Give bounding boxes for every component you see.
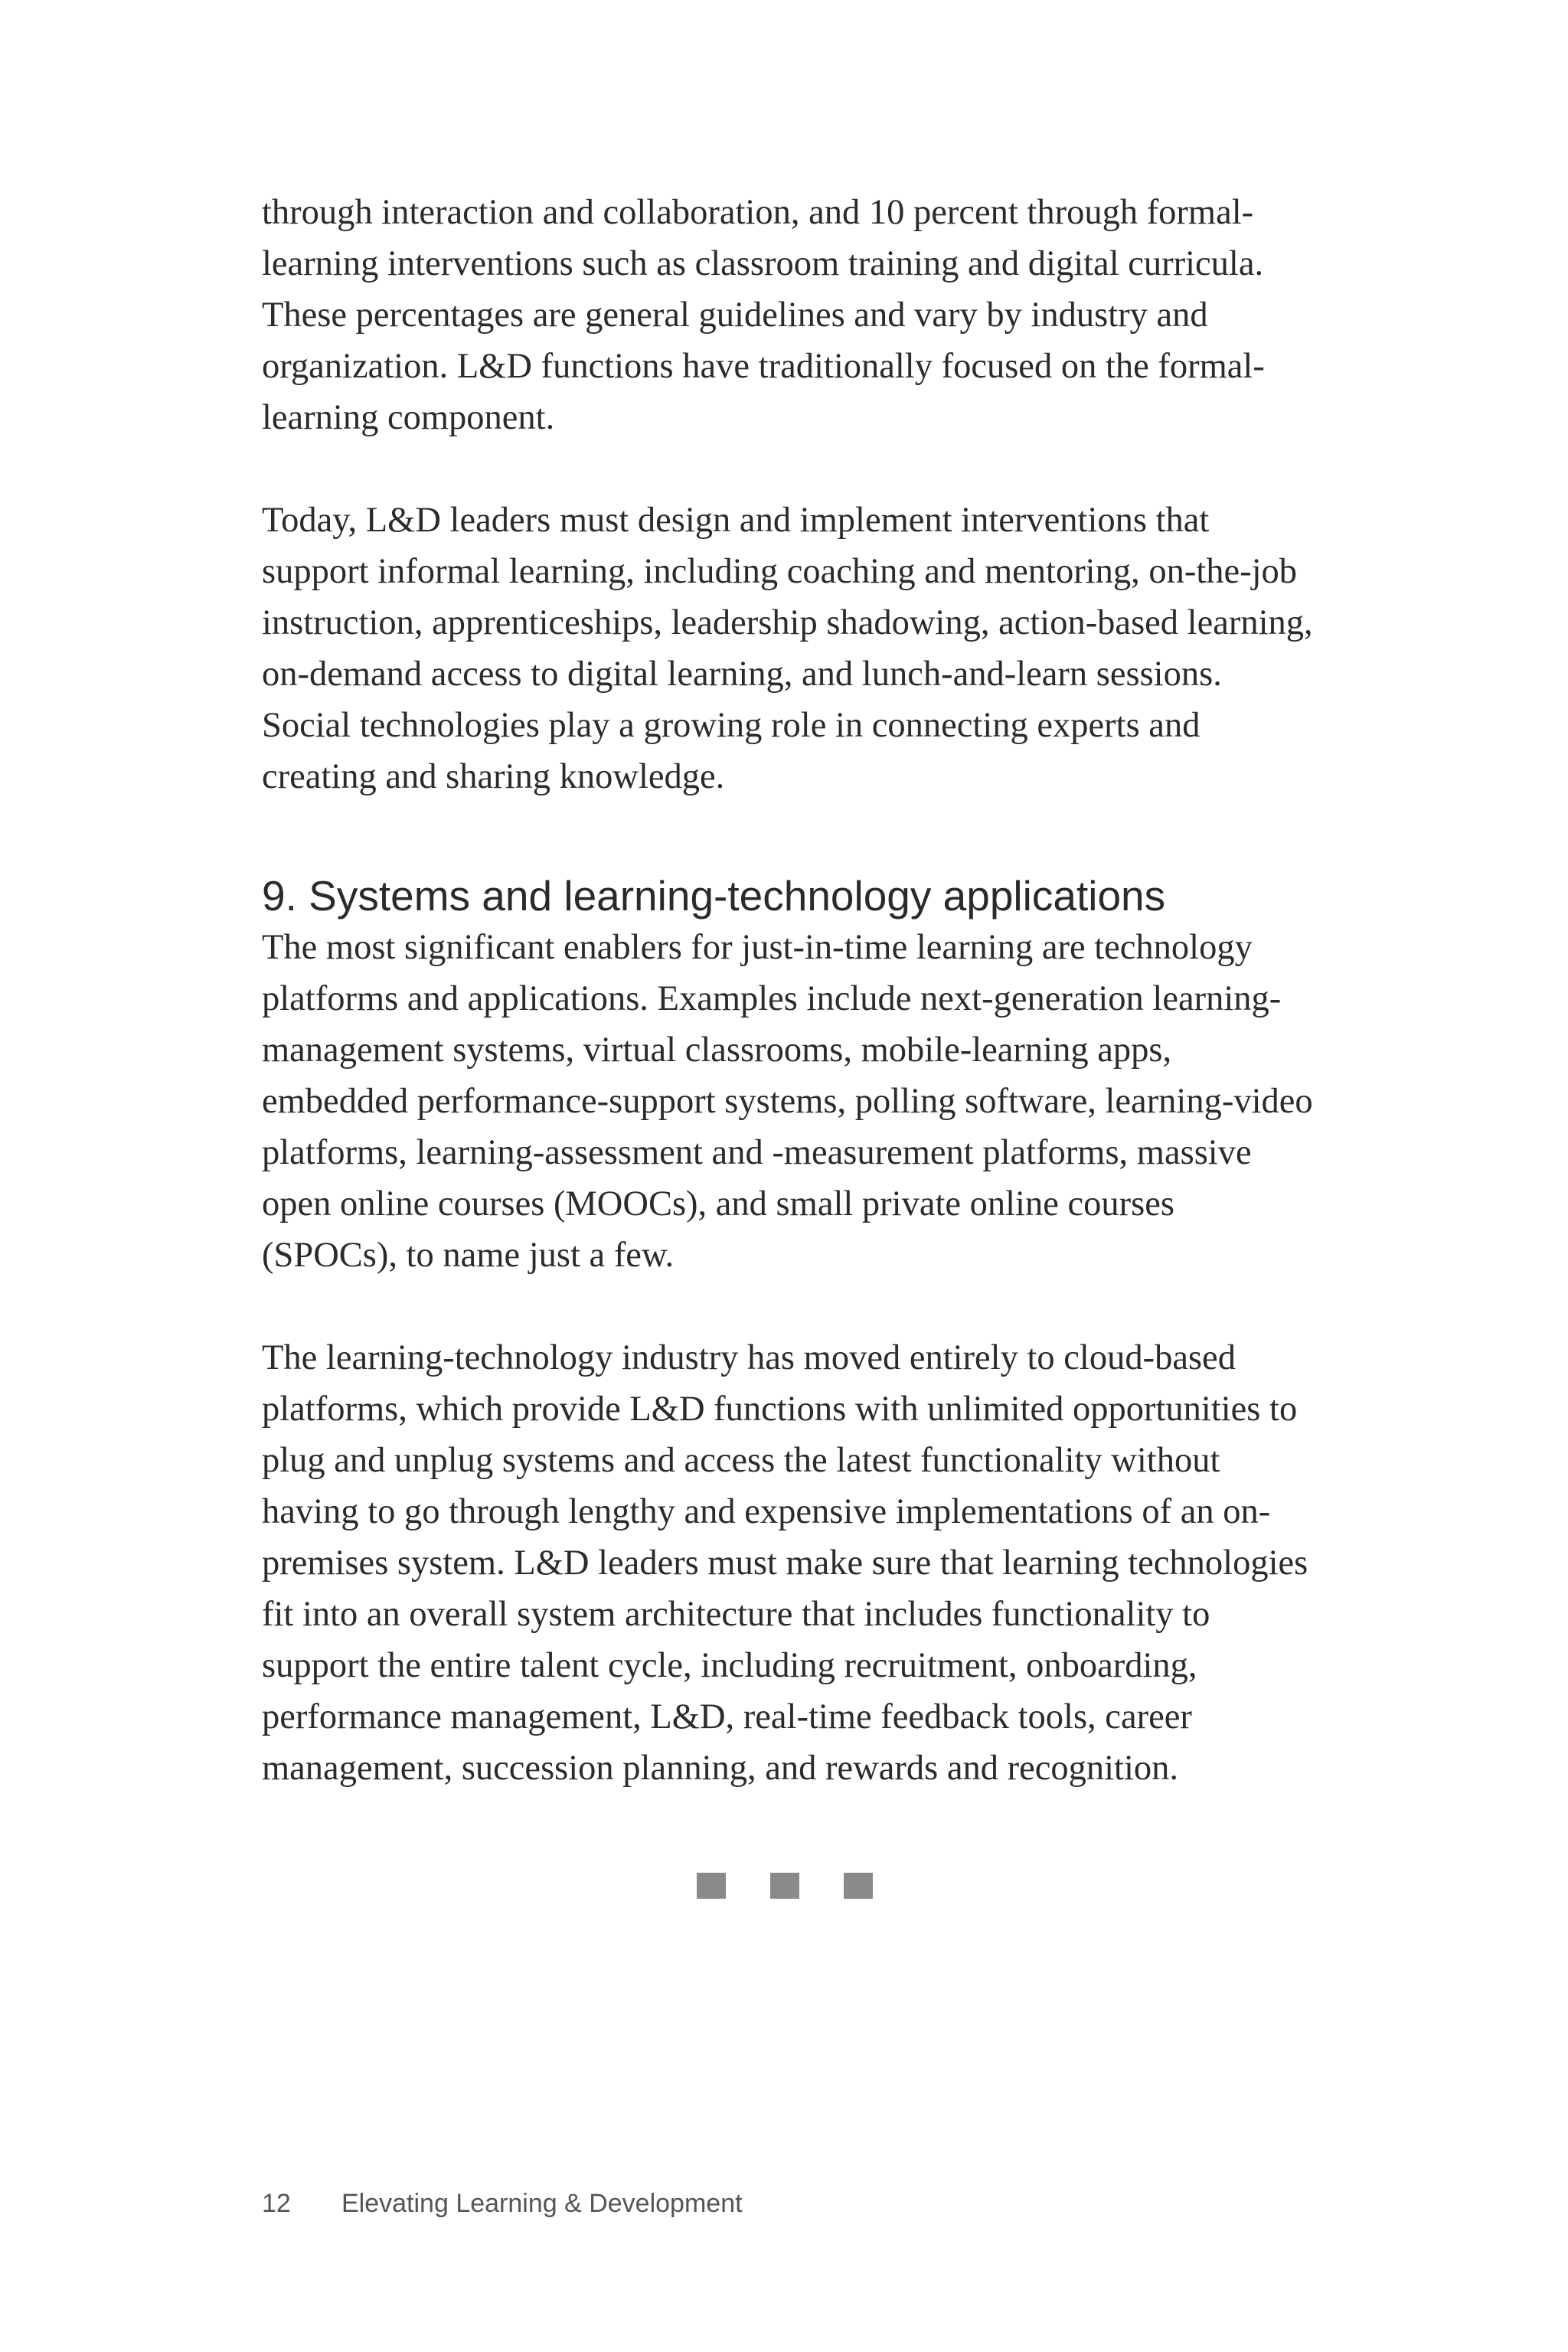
page-footer: [262, 2188, 743, 2219]
paragraph-enablers: The most significant enablers for just-in-time learning are technology platforms and applications. Examples include next-generation learning-management systems, virtual classrooms, mobile-learning apps, embedded performance-support systems, polling software, learning-video platforms, learning-assessment and -measurement platforms, massive open online courses (MOOCs), and small private online courses (SPOCs), to name just a few.: [262, 928, 1313, 1275]
page-number: 12: [262, 2189, 291, 2218]
section-end-divider: [697, 1873, 873, 1899]
page-content: [262, 187, 1318, 1794]
divider-square: [844, 1873, 873, 1899]
running-title: Elevating Learning & Development: [341, 2189, 743, 2218]
section-heading: 9. Systems and learning-technology applications: [262, 872, 1166, 920]
paragraph-informal-learning: Today, L&D leaders must design and implement interventions that support informal learning, including coaching and mentoring, on-the-job instruction, apprenticeships, leadership shadowing, action-based learning, on-demand access to digital learning, and lunch-and-learn sessions. Social technologies play a growing role in connecting experts and creating and sharing knowledge.: [262, 501, 1313, 796]
paragraph-cloud-platforms: The learning-technology industry has moved entirely to cloud-based platforms, which provide L&D functions with unlimited opportunities to plug and unplug systems and access the latest functionality without having to go through lengthy and expensive implementations of an on-premises system. L&D leaders must make sure that learning technologies fit into an overall system architecture that includes functionality to support the entire talent cycle, including recruitment, onboarding, performance management, L&D, real-time feedback tools, career management, succession planning, and rewards and recognition.: [262, 1338, 1308, 1788]
paragraph-formal-learning: through interaction and collaboration, and 10 percent through formal-learning interventions such as classroom training and digital curricula. These percentages are general guidelines and vary by industry and organization. L&D functions have traditionally focused on the formal-learning component.: [262, 193, 1265, 437]
divider-square: [770, 1873, 799, 1899]
divider-square: [697, 1873, 726, 1899]
